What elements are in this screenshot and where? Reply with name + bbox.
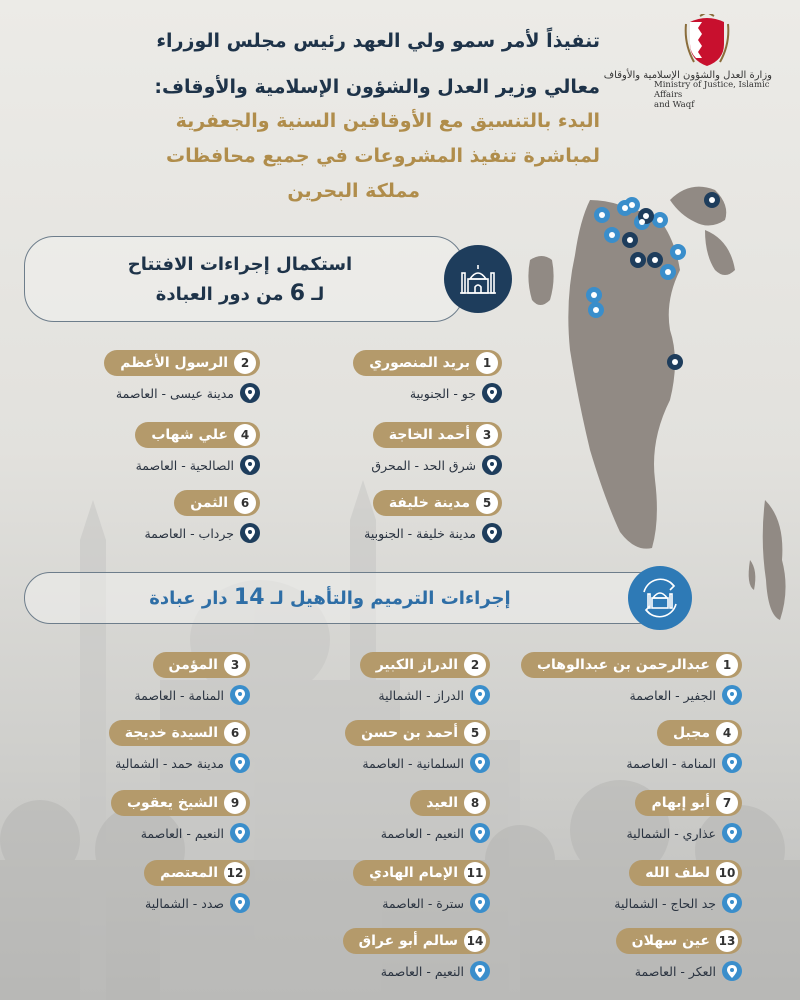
mosque-list-item [522, 928, 742, 988]
location-text: سترة - العاصمة [382, 895, 464, 911]
header-line-3: البدء بالتنسيق مع الأوقافين السنية والجعفرية [175, 110, 600, 132]
opening-title-count: 6 [289, 281, 306, 306]
mosque-name: الدراز الكبير [375, 657, 458, 673]
mosque-list-item [30, 860, 250, 920]
opening-title-line2 [60, 281, 420, 306]
mosque-location [378, 685, 490, 705]
opening-title-prefix: لـ [311, 284, 325, 305]
mosque-name: سالم أبو عراق [358, 933, 458, 949]
mosque-location [144, 523, 260, 543]
mosque-location [635, 961, 742, 981]
mosque-name: المؤمن [168, 657, 218, 673]
mosque-list-item [40, 422, 260, 482]
location-text: النعيم - العاصمة [140, 825, 224, 841]
opening-section-title [60, 254, 420, 306]
mosque-location [145, 893, 250, 913]
location-pin-icon [240, 523, 260, 543]
mosque-list-item [30, 790, 250, 850]
item-number-badge: 13 [716, 930, 738, 952]
location-text: السلمانية - العاصمة [362, 755, 464, 771]
location-text: مدينة خليفة - الجنوبية [364, 525, 476, 541]
mosque-name: عبدالرحمن بن عبدالوهاب [536, 657, 710, 673]
item-number-badge: 4 [234, 424, 256, 446]
mosque-location [136, 455, 260, 475]
item-number-badge: 3 [476, 424, 498, 446]
location-pin-icon [470, 893, 490, 913]
bahrain-emblem-icon [684, 14, 730, 68]
item-number-badge: 8 [464, 792, 486, 814]
mosque-renovation-icon [636, 574, 684, 622]
mosque-icon [458, 259, 498, 299]
mosque-location [626, 753, 742, 773]
mosque-name: مدينة خليفة [388, 495, 470, 511]
mosque-list-item [302, 490, 502, 550]
mosque-name: أبو إبهام [651, 795, 710, 811]
mosque-name-tag [153, 652, 251, 678]
logo-english-line2: and Waqf [654, 99, 695, 110]
mosque-name-tag [360, 652, 490, 678]
location-pin-icon [230, 753, 250, 773]
item-number-badge: 4 [716, 722, 738, 744]
mosque-list-item [270, 720, 490, 780]
mosque-location [381, 823, 490, 843]
mosque-name-tag [635, 790, 742, 816]
location-pin-icon [722, 893, 742, 913]
mosque-location [115, 753, 250, 773]
mosque-name-tag [373, 422, 502, 448]
location-text: جد الحاج - الشمالية [614, 895, 716, 911]
mosque-list-item [322, 422, 502, 482]
mosque-list-item [522, 790, 742, 850]
item-number-badge: 1 [476, 352, 498, 374]
mosque-name-tag [135, 422, 260, 448]
mosque-location [630, 685, 742, 705]
location-pin-icon [240, 383, 260, 403]
location-pin-icon [722, 685, 742, 705]
mosque-name: الرسول الأعظم [120, 355, 228, 371]
mosque-name: الثمن [190, 495, 228, 511]
item-number-badge: 3 [224, 654, 246, 676]
location-text: مدينة حمد - الشمالية [115, 755, 224, 771]
mosque-location [614, 893, 742, 913]
location-text: المنامة - العاصمة [134, 687, 224, 703]
item-number-badge: 9 [224, 792, 246, 814]
mosque-name-tag [104, 350, 260, 376]
location-text: مدينة عيسى - العاصمة [115, 385, 234, 401]
mosque-name-tag [616, 928, 742, 954]
mosque-name: لطف الله [645, 865, 710, 881]
location-pin-icon [470, 753, 490, 773]
item-number-badge: 12 [224, 862, 246, 884]
location-pin-icon [240, 455, 260, 475]
item-number-badge: 1 [716, 654, 738, 676]
mosque-name-tag [353, 350, 502, 376]
mosque-list-item [522, 652, 742, 712]
mosque-name: مجبل [673, 725, 710, 741]
location-pin-icon [470, 823, 490, 843]
mosque-name-tag [657, 720, 742, 746]
bahrain-map [520, 160, 800, 630]
mosque-name: بريد المنصوري [369, 355, 470, 371]
logo-english-line1: Ministry of Justice, Islamic Affairs [654, 80, 770, 100]
mosque-location [410, 383, 502, 403]
item-number-badge: 2 [464, 654, 486, 676]
opening-mosque-icon-badge [444, 245, 512, 313]
mosque-list-item [40, 490, 260, 550]
mosque-list-item [522, 720, 742, 780]
mosque-location [134, 685, 250, 705]
location-pin-icon [230, 893, 250, 913]
header-line-4: لمباشرة تنفيذ المشروعات في جميع محافظات [165, 145, 600, 167]
mosque-list-item [30, 720, 250, 780]
mosque-location [626, 823, 742, 843]
mosque-location [381, 961, 490, 981]
mosque-name-tag [629, 860, 742, 886]
header-line-5: مملكة البحرين [287, 180, 420, 202]
renovation-title-count: 14 [233, 585, 265, 610]
mosque-name-tag [521, 652, 742, 678]
location-pin-icon [230, 823, 250, 843]
mosque-name-tag [353, 860, 490, 886]
location-text: النعيم - العاصمة [380, 825, 464, 841]
mosque-name: الشيخ يعقوب [126, 795, 218, 811]
mosque-name-tag [109, 720, 250, 746]
mosque-name-tag [345, 720, 490, 746]
mosque-location [116, 383, 260, 403]
header-line-1: تنفيذاً لأمر سمو ولي العهد رئيس مجلس الوزراء [156, 30, 600, 52]
location-text: جو - الجنوبية [409, 385, 476, 401]
mosque-name: السيدة خديجة [124, 725, 218, 741]
mosque-name: أحمد بن حسن [361, 725, 458, 741]
mosque-list-item [322, 350, 502, 410]
mosque-name-tag [144, 860, 250, 886]
location-pin-icon [482, 455, 502, 475]
location-text: الدراز - الشمالية [378, 687, 464, 703]
opening-title-suffix: من دور العبادة [155, 284, 284, 305]
mosque-list-item [522, 860, 742, 920]
location-pin-icon [482, 383, 502, 403]
mosque-name: المعتصم [160, 865, 218, 881]
location-text: المنامة - العاصمة [626, 755, 716, 771]
item-number-badge: 6 [234, 492, 256, 514]
location-text: شرق الحد - المحرق [371, 457, 476, 473]
mosque-list-item [270, 860, 490, 920]
header-line-2: معالي وزير العدل والشؤون الإسلامية والأوقاف: [154, 76, 600, 98]
mosque-name-tag [111, 790, 250, 816]
mosque-name-tag [174, 490, 260, 516]
location-pin-icon [482, 523, 502, 543]
mosque-name: عين سهلان [631, 933, 710, 949]
mosque-location [141, 823, 250, 843]
location-text: الصالحية - العاصمة [135, 457, 234, 473]
mosque-name: علي شهاب [151, 427, 228, 443]
location-pin-icon [722, 823, 742, 843]
item-number-badge: 5 [476, 492, 498, 514]
location-pin-icon [722, 753, 742, 773]
mosque-list-item [270, 928, 490, 988]
mosque-name-tag [343, 928, 490, 954]
mosque-list-item [30, 652, 250, 712]
mosque-location [364, 523, 502, 543]
mosque-name: العيد [426, 795, 458, 811]
item-number-badge: 10 [716, 862, 738, 884]
ministry-logo [603, 14, 772, 124]
item-number-badge: 14 [464, 930, 486, 952]
location-text: العكر - العاصمة [634, 963, 716, 979]
location-text: جرداب - العاصمة [144, 525, 234, 541]
location-text: الجفير - العاصمة [629, 687, 716, 703]
item-number-badge: 2 [234, 352, 256, 374]
mosque-location [362, 753, 490, 773]
renovation-icon-badge [628, 566, 692, 630]
renovation-title-prefix: إجراءات الترميم والتأهيل لـ [270, 588, 511, 609]
location-pin-icon [722, 961, 742, 981]
mosque-location [382, 893, 490, 913]
mosque-list-item [270, 790, 490, 850]
opening-title-line1: استكمال إجراءات الافتتاح [127, 254, 353, 275]
item-number-badge: 7 [716, 792, 738, 814]
mosque-location [371, 455, 502, 475]
location-pin-icon [230, 685, 250, 705]
mosque-list-item [270, 652, 490, 712]
item-number-badge: 11 [464, 862, 486, 884]
item-number-badge: 6 [224, 722, 246, 744]
location-text: صدد - الشمالية [145, 895, 224, 911]
mosque-name: أحمد الخاجة [388, 427, 470, 443]
mosque-name-tag [373, 490, 502, 516]
item-number-badge: 5 [464, 722, 486, 744]
renovation-section-title [70, 585, 590, 610]
location-text: النعيم - العاصمة [380, 963, 464, 979]
location-text: عذاري - الشمالية [626, 825, 716, 841]
mosque-list-item [40, 350, 260, 410]
location-pin-icon [470, 961, 490, 981]
renovation-title-suffix: دار عبادة [149, 588, 228, 609]
logo-arabic-text: وزارة العدل والشؤون الإسلامية والأوقاف [603, 70, 772, 81]
location-pin-icon [470, 685, 490, 705]
mosque-name: الإمام الهادي [369, 865, 458, 881]
mosque-name-tag [410, 790, 490, 816]
